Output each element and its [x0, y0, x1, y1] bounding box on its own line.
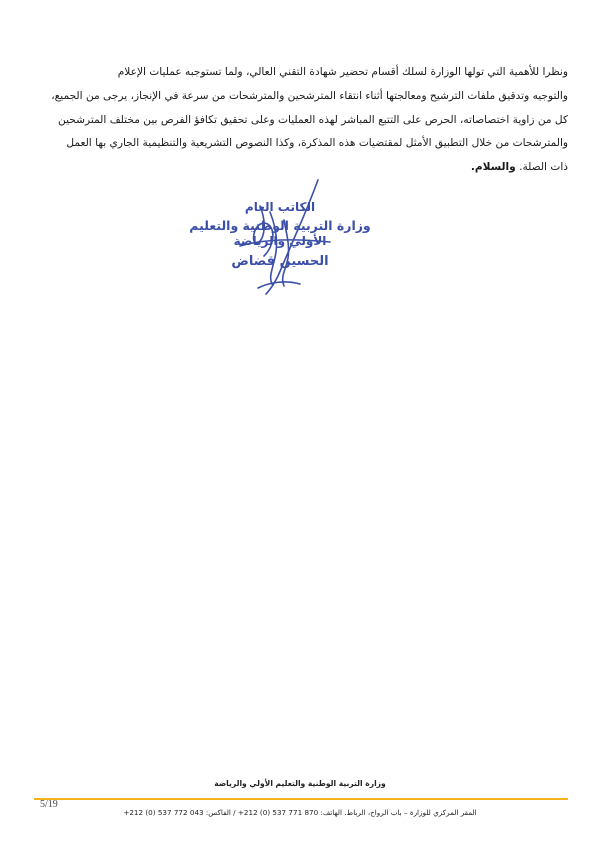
paragraph-line: والتوجيه وتدقيق ملفات الترشيح ومعالجتها أثناء انتقاء المترشحين والمترشحات من سرعة في الإنجاز، يرجى من الجميع،: [51, 89, 568, 102]
footer-address: المقر المركزي للوزارة – باب الرواح، الرباط. الهاتف: 870 771 537 (0) 212+ / الفاكس: 043 772 537 (0) 212+: [123, 808, 477, 817]
body-paragraph: [34, 61, 568, 180]
footer-ministry-name: وزارة التربية الوطنية والتعليم الأولي والرياضة: [214, 779, 386, 788]
stamp-title: الكاتب العام: [244, 200, 316, 214]
paragraph-line: ونظرا للأهمية التي تولها الوزارة لسلك أقسام تحضير شهادة التقني العالي، ولما تستوجبه عمليات الإعلام: [117, 66, 568, 78]
footer-divider: [34, 798, 568, 800]
paragraph-line: والمترشحات من خلال التطبيق الأمثل لمقتضيات هذه المذكرة، وكذا النصوص التشريعية والتنظيمية الجاري بها العمل: [66, 137, 568, 150]
handwritten-signature: [200, 176, 370, 306]
stamp-ministry-line1: وزارة التربية الوطنية والتعليم: [189, 218, 371, 233]
closing-prefix: ذات الصلة.: [519, 161, 568, 174]
stamp-ministry-line2: الأولي والرياضة: [233, 234, 327, 248]
stamp-name: الحسين قضاض: [231, 254, 329, 269]
closing-salutation: والسلام.: [470, 161, 516, 174]
paragraph-line: كل من زاوية اختصاصاته، الحرص على التتبع المباشر لهذه العمليات وعلى تحقيق تكافؤ الفرص بين مختلف المترشحين: [58, 113, 568, 126]
page-number: 5/19: [40, 799, 58, 810]
